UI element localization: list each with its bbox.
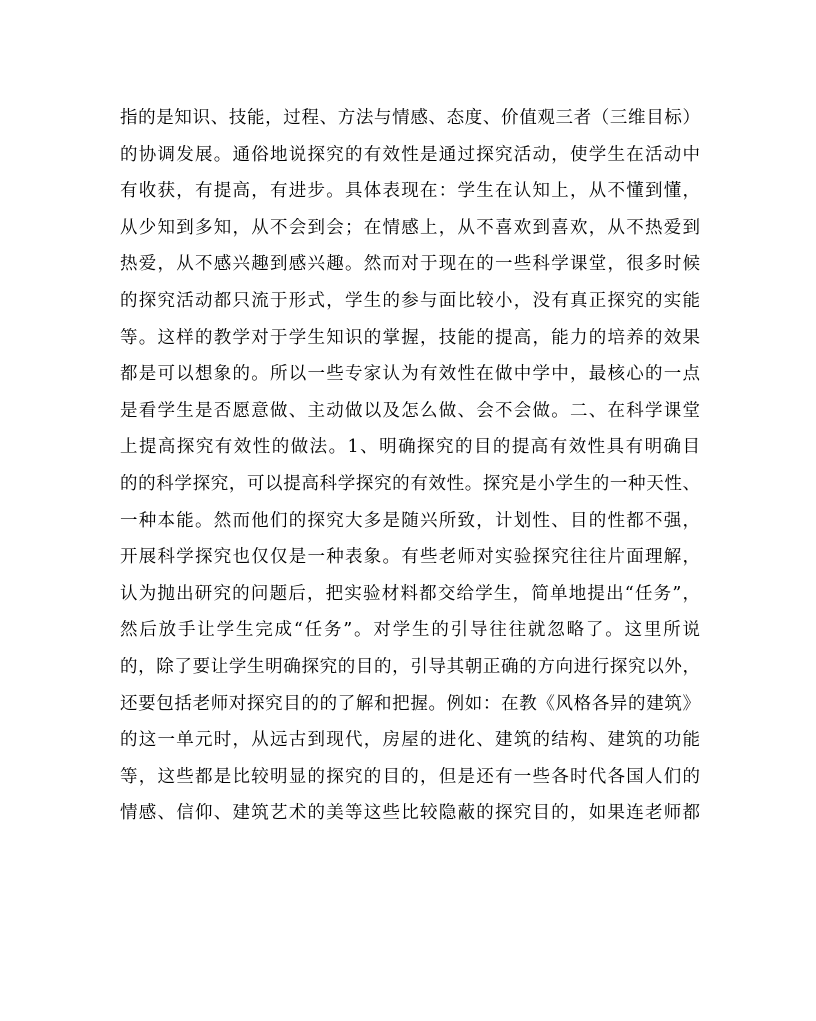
text-line: 是看学生是否愿意做、主动做以及怎么做、会不会做。二、在科学课堂 [120, 400, 700, 421]
text-line: 的探究活动都只流于形式，学生的参与面比较小，没有真正探究的实能 [120, 290, 700, 311]
text-line: 热爱，从不感兴趣到感兴趣。然而对于现在的一些科学课堂，很多时候 [120, 254, 700, 275]
text-line: 认为抛出研究的问题后，把实验材料都交给学生，简单地提出“任务”， [120, 583, 700, 604]
text-line: 的协调发展。通俗地说探究的有效性是通过探究活动，使学生在活动中 [120, 144, 700, 165]
text-line: 等。这样的教学对于学生知识的掌握，技能的提高，能力的培养的效果 [120, 327, 700, 348]
text-line: 上提高探究有效性的做法。1、明确探究的目的提高有效性具有明确目 [120, 437, 700, 458]
text-line: 的这一单元时，从远古到现代，房屋的进化、建筑的结构、建筑的功能 [120, 730, 700, 751]
text-line: 一种本能。然而他们的探究大多是随兴所致，计划性、目的性都不强， [120, 510, 700, 531]
text-line: 等，这些都是比较明显的探究的目的，但是还有一些各时代各国人们的 [120, 766, 700, 787]
body-text [120, 100, 700, 832]
text-line: 情感、信仰、建筑艺术的美等这些比较隐蔽的探究目的，如果连老师都 [120, 803, 700, 824]
text-line: 指的是知识、技能，过程、方法与情感、态度、价值观三者（三维目标） [120, 108, 700, 128]
text-line: 的的科学探究，可以提高科学探究的有效性。探究是小学生的一种天性、 [120, 473, 700, 494]
text-line: 的，除了要让学生明确探究的目的，引导其朝正确的方向进行探究以外， [120, 656, 700, 677]
text-line: 都是可以想象的。所以一些专家认为有效性在做中学中，最核心的一点 [120, 364, 700, 385]
text-line: 还要包括老师对探究目的的了解和把握。例如：在教《风格各异的建筑》 [120, 693, 700, 714]
text-line: 有收获，有提高，有进步。具体表现在：学生在认知上，从不懂到懂， [120, 181, 700, 202]
text-line: 从少知到多知，从不会到会；在情感上，从不喜欢到喜欢，从不热爱到 [120, 217, 700, 238]
text-line: 然后放手让学生完成“任务”。对学生的引导往往就忽略了。这里所说 [120, 620, 700, 641]
text-line: 开展科学探究也仅仅是一种表象。有些老师对实验探究往往片面理解， [120, 547, 700, 568]
